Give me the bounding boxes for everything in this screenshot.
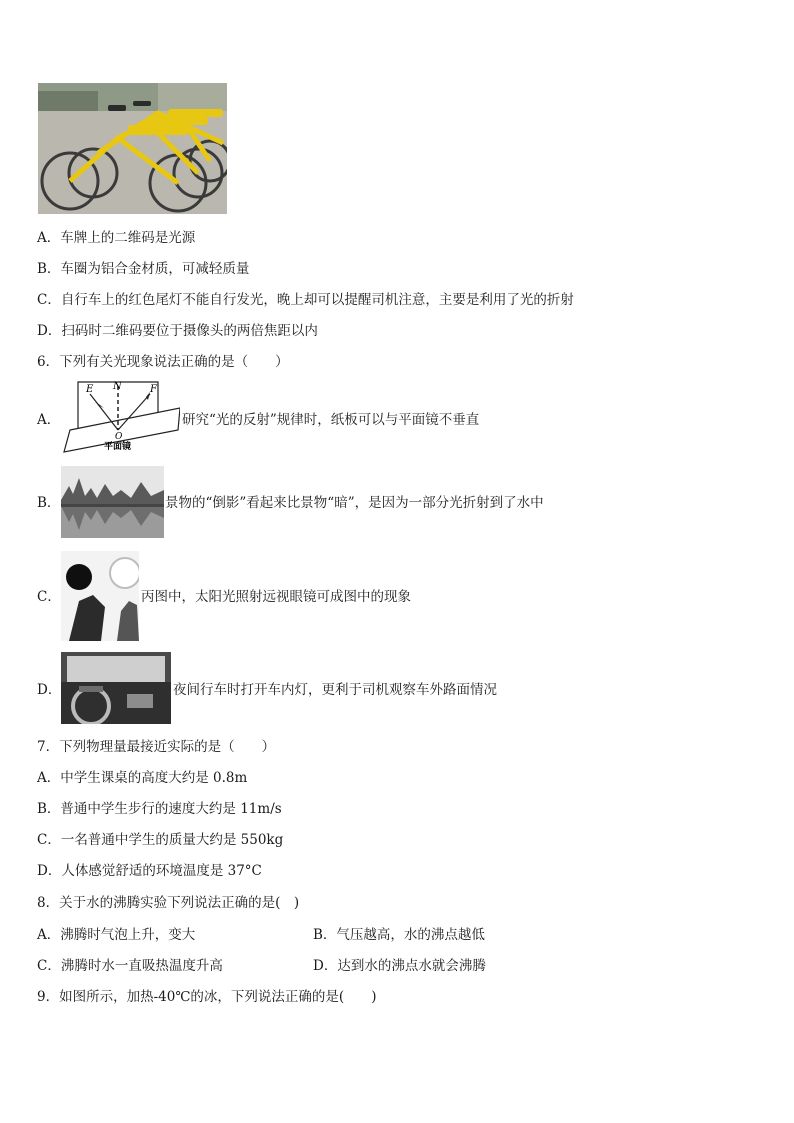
option-label: B． bbox=[37, 801, 61, 817]
option-text: 普通中学生步行的速度大约是 11m/s bbox=[60, 801, 282, 817]
option-label: B． bbox=[37, 261, 61, 277]
q8-option-a bbox=[37, 926, 195, 944]
q6-option-d-text: 夜间行车时打开车内灯，更利于司机观察车外路面情况 bbox=[173, 682, 497, 698]
q6-option-d-label: D． bbox=[37, 682, 62, 698]
option-text: 车牌上的二维码是光源 bbox=[60, 230, 196, 246]
lake-reflection-photo bbox=[61, 466, 164, 538]
label-mirror: 平面镜 bbox=[104, 442, 132, 452]
option-label: D． bbox=[37, 863, 62, 879]
option-label: C． bbox=[37, 832, 61, 848]
option-label: C． bbox=[37, 292, 61, 308]
option-text: 人体感觉舒适的环境温度是 37°C bbox=[61, 863, 262, 879]
car-interior-photo bbox=[61, 652, 171, 724]
option-label: C． bbox=[37, 958, 61, 974]
q6-option-c-label: C． bbox=[37, 589, 61, 605]
q5-option-a bbox=[37, 229, 195, 247]
q8-option-c bbox=[37, 957, 223, 975]
option-text: 沸腾时水一直吸热温度升高 bbox=[60, 958, 223, 974]
q9-stem: 9．如图所示，加热-40℃的冰，下列说法正确的是( ) bbox=[37, 989, 377, 1005]
magnifying-glass-photo bbox=[61, 551, 139, 641]
q5-option-c bbox=[37, 291, 574, 309]
option-label: D． bbox=[313, 958, 338, 974]
option-text: 沸腾时气泡上升，变大 bbox=[60, 927, 196, 943]
label-e: E bbox=[86, 384, 94, 395]
label-f: F bbox=[150, 384, 157, 395]
option-label: A． bbox=[37, 230, 61, 246]
option-label: B． bbox=[313, 927, 337, 943]
option-label: A． bbox=[37, 770, 61, 786]
option-text: 一名普通中学生的质量大约是 550kg bbox=[60, 832, 284, 848]
option-text: 达到水的沸点水就会沸腾 bbox=[337, 958, 486, 974]
label-o: O bbox=[115, 432, 123, 442]
option-text: 自行车上的红色尾灯不能自行发光，晚上却可以提醒司机注意，主要是利用了光的折射 bbox=[60, 292, 574, 308]
q6-option-a-label: A． bbox=[37, 412, 61, 428]
q5-option-b bbox=[37, 260, 249, 278]
option-text: 气压越高，水的沸点越低 bbox=[336, 927, 485, 943]
label-n: N bbox=[113, 381, 122, 392]
q6-option-b-label: B． bbox=[37, 495, 61, 511]
q8-option-d bbox=[313, 957, 486, 975]
option-text: 扫码时二维码要位于摄像头的两倍焦距以内 bbox=[61, 323, 318, 339]
q6-option-b-text: 景物的“倒影”看起来比景物“暗”，是因为一部分光折射到了水中 bbox=[165, 495, 544, 511]
q8-option-b bbox=[313, 926, 485, 944]
q7-stem: 7．下列物理量最接近实际的是（ ） bbox=[37, 739, 276, 755]
option-label: D． bbox=[37, 323, 62, 339]
reflection-diagram bbox=[60, 378, 180, 454]
q5-option-d bbox=[37, 322, 318, 340]
q7-option-b bbox=[37, 800, 282, 818]
option-label: A． bbox=[37, 927, 61, 943]
option-text: 中学生课桌的高度大约是 0.8m bbox=[60, 770, 248, 786]
q7-option-a bbox=[37, 769, 247, 787]
q8-stem: 8．关于水的沸腾实验下列说法正确的是( ) bbox=[37, 895, 300, 911]
bicycle-photo bbox=[38, 83, 227, 214]
q6-stem: 6．下列有关光现象说法正确的是（ ） bbox=[37, 354, 289, 370]
option-text: 车圈为铝合金材质，可减轻质量 bbox=[60, 261, 250, 277]
q6-option-c-text: 丙图中，太阳光照射远视眼镜可成图中的现象 bbox=[141, 589, 411, 605]
q7-option-d bbox=[37, 862, 262, 880]
q7-option-c bbox=[37, 831, 283, 849]
q6-option-a-text: 研究“光的反射”规律时，纸板可以与平面镜不垂直 bbox=[182, 412, 480, 428]
